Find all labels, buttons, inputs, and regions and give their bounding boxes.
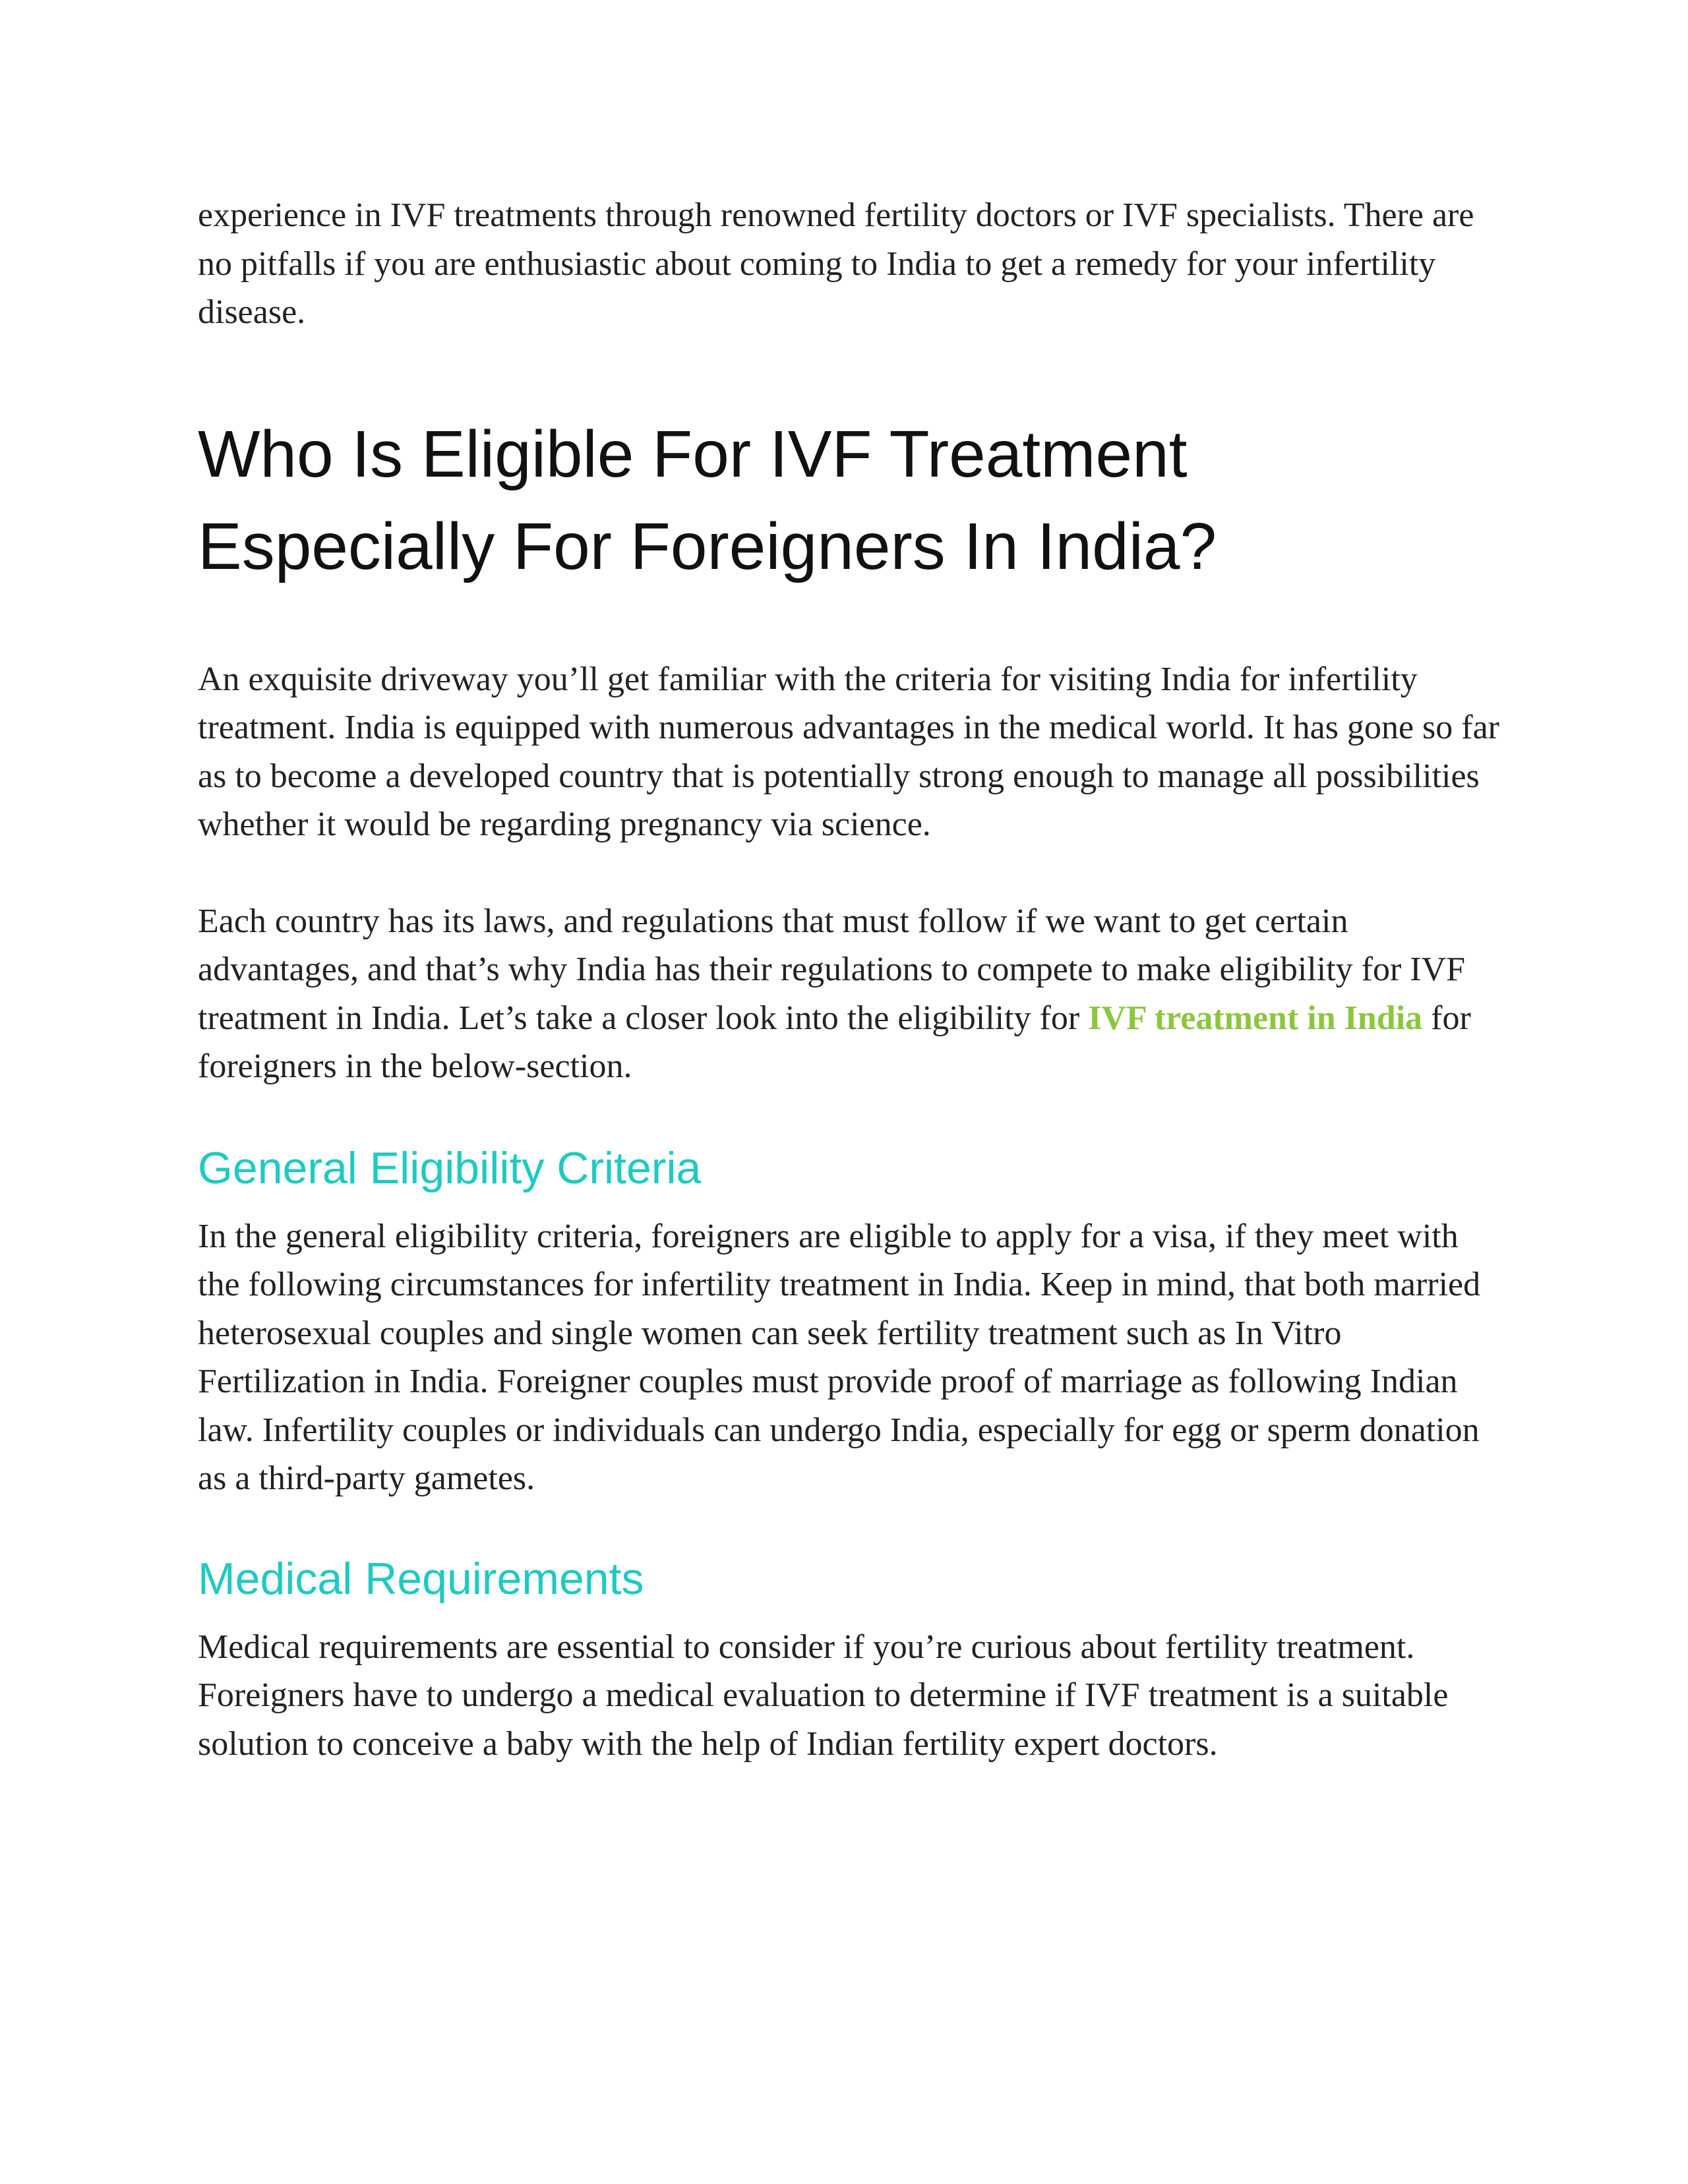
document-page: [198, 191, 1503, 1768]
main-heading-line1: Who Is Eligible For IVF Treatment: [198, 417, 1188, 491]
general-eligibility-paragraph: In the general eligibility criteria, foreigners are eligible to apply for a visa, if they meet with the following circumstances for infertility treatment in India. Keep in mind, that both married heterosexual couples and single women can seek fertility treatment such as In Vitro Fertilization in India. Foreigner couples must provide proof of marriage as following Indian law. Infertility couples or individuals can undergo India, especially for egg or sperm donation as a third-party gametes.: [198, 1217, 1481, 1497]
general-eligibility-heading: General Eligibility Criteria: [198, 1142, 702, 1193]
criteria-intro-paragraph: An exquisite driveway you’ll get familiar with the criteria for visiting India for infertility treatment. India is equipped with numerous advantages in the medical world. It has gone so far as to become a developed country that is potentially strong enough to manage all possibilities whether it would be regarding pregnancy via science.: [198, 660, 1499, 843]
regulations-paragraph: [198, 897, 1503, 1091]
main-heading: [198, 408, 1503, 593]
medical-requirements-heading: Medical Requirements: [198, 1553, 644, 1604]
intro-paragraph: experience in IVF treatments through renowned fertility doctors or IVF specialists. There are no pitfalls if you are enthusiastic about coming to India to get a remedy for your infertility disease.: [198, 196, 1474, 331]
main-heading-line2: Especially For Foreigners In India?: [198, 509, 1217, 583]
regulations-text-after-link: for foreigners in the below-section.: [198, 999, 1471, 1085]
regulations-text-before-link: Each country has its laws, and regulations that must follow if we want to get certain advantages, and that’s why India has their regulations to compete to make eligibility for IVF treatment in India. Let’s take a closer look into the eligibility for: [198, 902, 1466, 1037]
ivf-treatment-india-link[interactable]: IVF treatment in India: [1088, 999, 1423, 1037]
medical-requirements-paragraph: Medical requirements are essential to consider if you’re curious about fertility treatment. Foreigners have to undergo a medical evaluation to determine if IVF treatment is a suitable solution to conceive a baby with the help of Indian fertility expert doctors.: [198, 1628, 1449, 1763]
